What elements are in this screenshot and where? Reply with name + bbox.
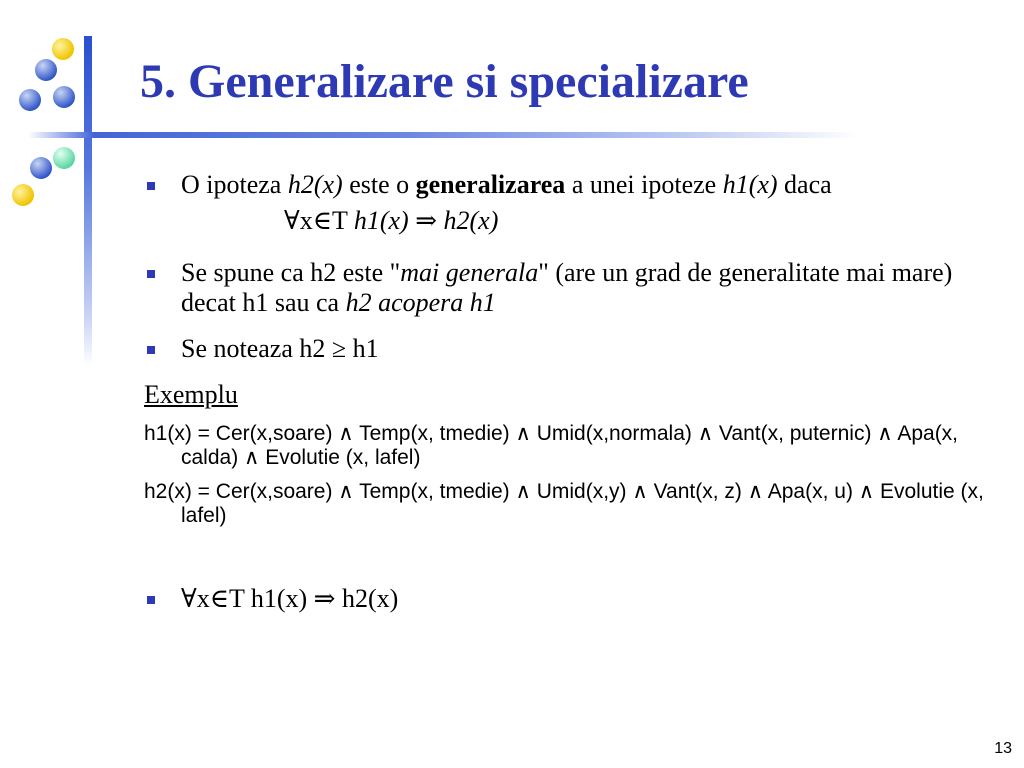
decor-dot [35, 59, 57, 81]
text-span: este o [342, 170, 416, 199]
text-span: generalizarea [415, 170, 566, 199]
decor-dot [53, 86, 75, 108]
decor-dot [19, 89, 41, 111]
bullet-implication [144, 584, 984, 614]
formula-line [181, 206, 984, 236]
horizontal-accent-bar [28, 132, 858, 138]
bullet-marker [147, 270, 155, 278]
text-span: ∀x∈T [284, 206, 354, 235]
text-span: h2(x) [287, 170, 343, 199]
bullet-notation [144, 334, 984, 364]
example-h2: h2(x) = Cer(x,soare) ∧ Temp(x, tmedie) ∧ Umid(x,y) ∧ Vant(x, z) ∧ Apa(x, u) ∧ Evolutie (x, lafel) [144, 480, 984, 527]
example-heading: Exemplu [144, 380, 238, 409]
text-span: Se noteaza h2 ≥ h1 [181, 334, 379, 363]
text-span: daca [777, 170, 832, 199]
bullet-generalization-definition [144, 170, 984, 236]
text-span: ∀x∈T h1(x) ⇒ h2(x) [181, 584, 399, 613]
decor-dot [52, 38, 74, 60]
page-number: 13 [994, 740, 1012, 757]
slide-title: 5. Generalizare si specializare [140, 55, 749, 108]
bullet-marker [147, 596, 155, 604]
text-span: h1(x) ⇒ h2(x) [353, 206, 499, 235]
text-span: Se spune ca h2 este " [181, 258, 401, 287]
text-span: h1(x) [722, 170, 778, 199]
text-span: h2 acopera h1 [345, 288, 496, 317]
decorative-dots-graphic [0, 0, 130, 400]
example-h1: h1(x) = Cer(x,soare) ∧ Temp(x, tmedie) ∧ Umid(x,normala) ∧ Vant(x, puternic) ∧ Apa(x, calda) ∧ Evolutie (x, lafel) [144, 422, 959, 469]
bullet-marker [147, 346, 155, 354]
text-span: mai generala [400, 258, 539, 287]
slide-content [144, 170, 984, 614]
text-span: O ipoteza [181, 170, 288, 199]
decor-dot [12, 184, 34, 206]
vertical-accent-bar [84, 36, 92, 366]
decor-dot [53, 147, 75, 169]
text-span: " (are un grad de generalitate mai mare) decat h1 sau ca [181, 258, 953, 317]
bullet-marker [147, 182, 155, 190]
decor-dot [30, 157, 52, 179]
text-span: a unei ipoteze [565, 170, 723, 199]
bullet-more-general [144, 258, 984, 318]
